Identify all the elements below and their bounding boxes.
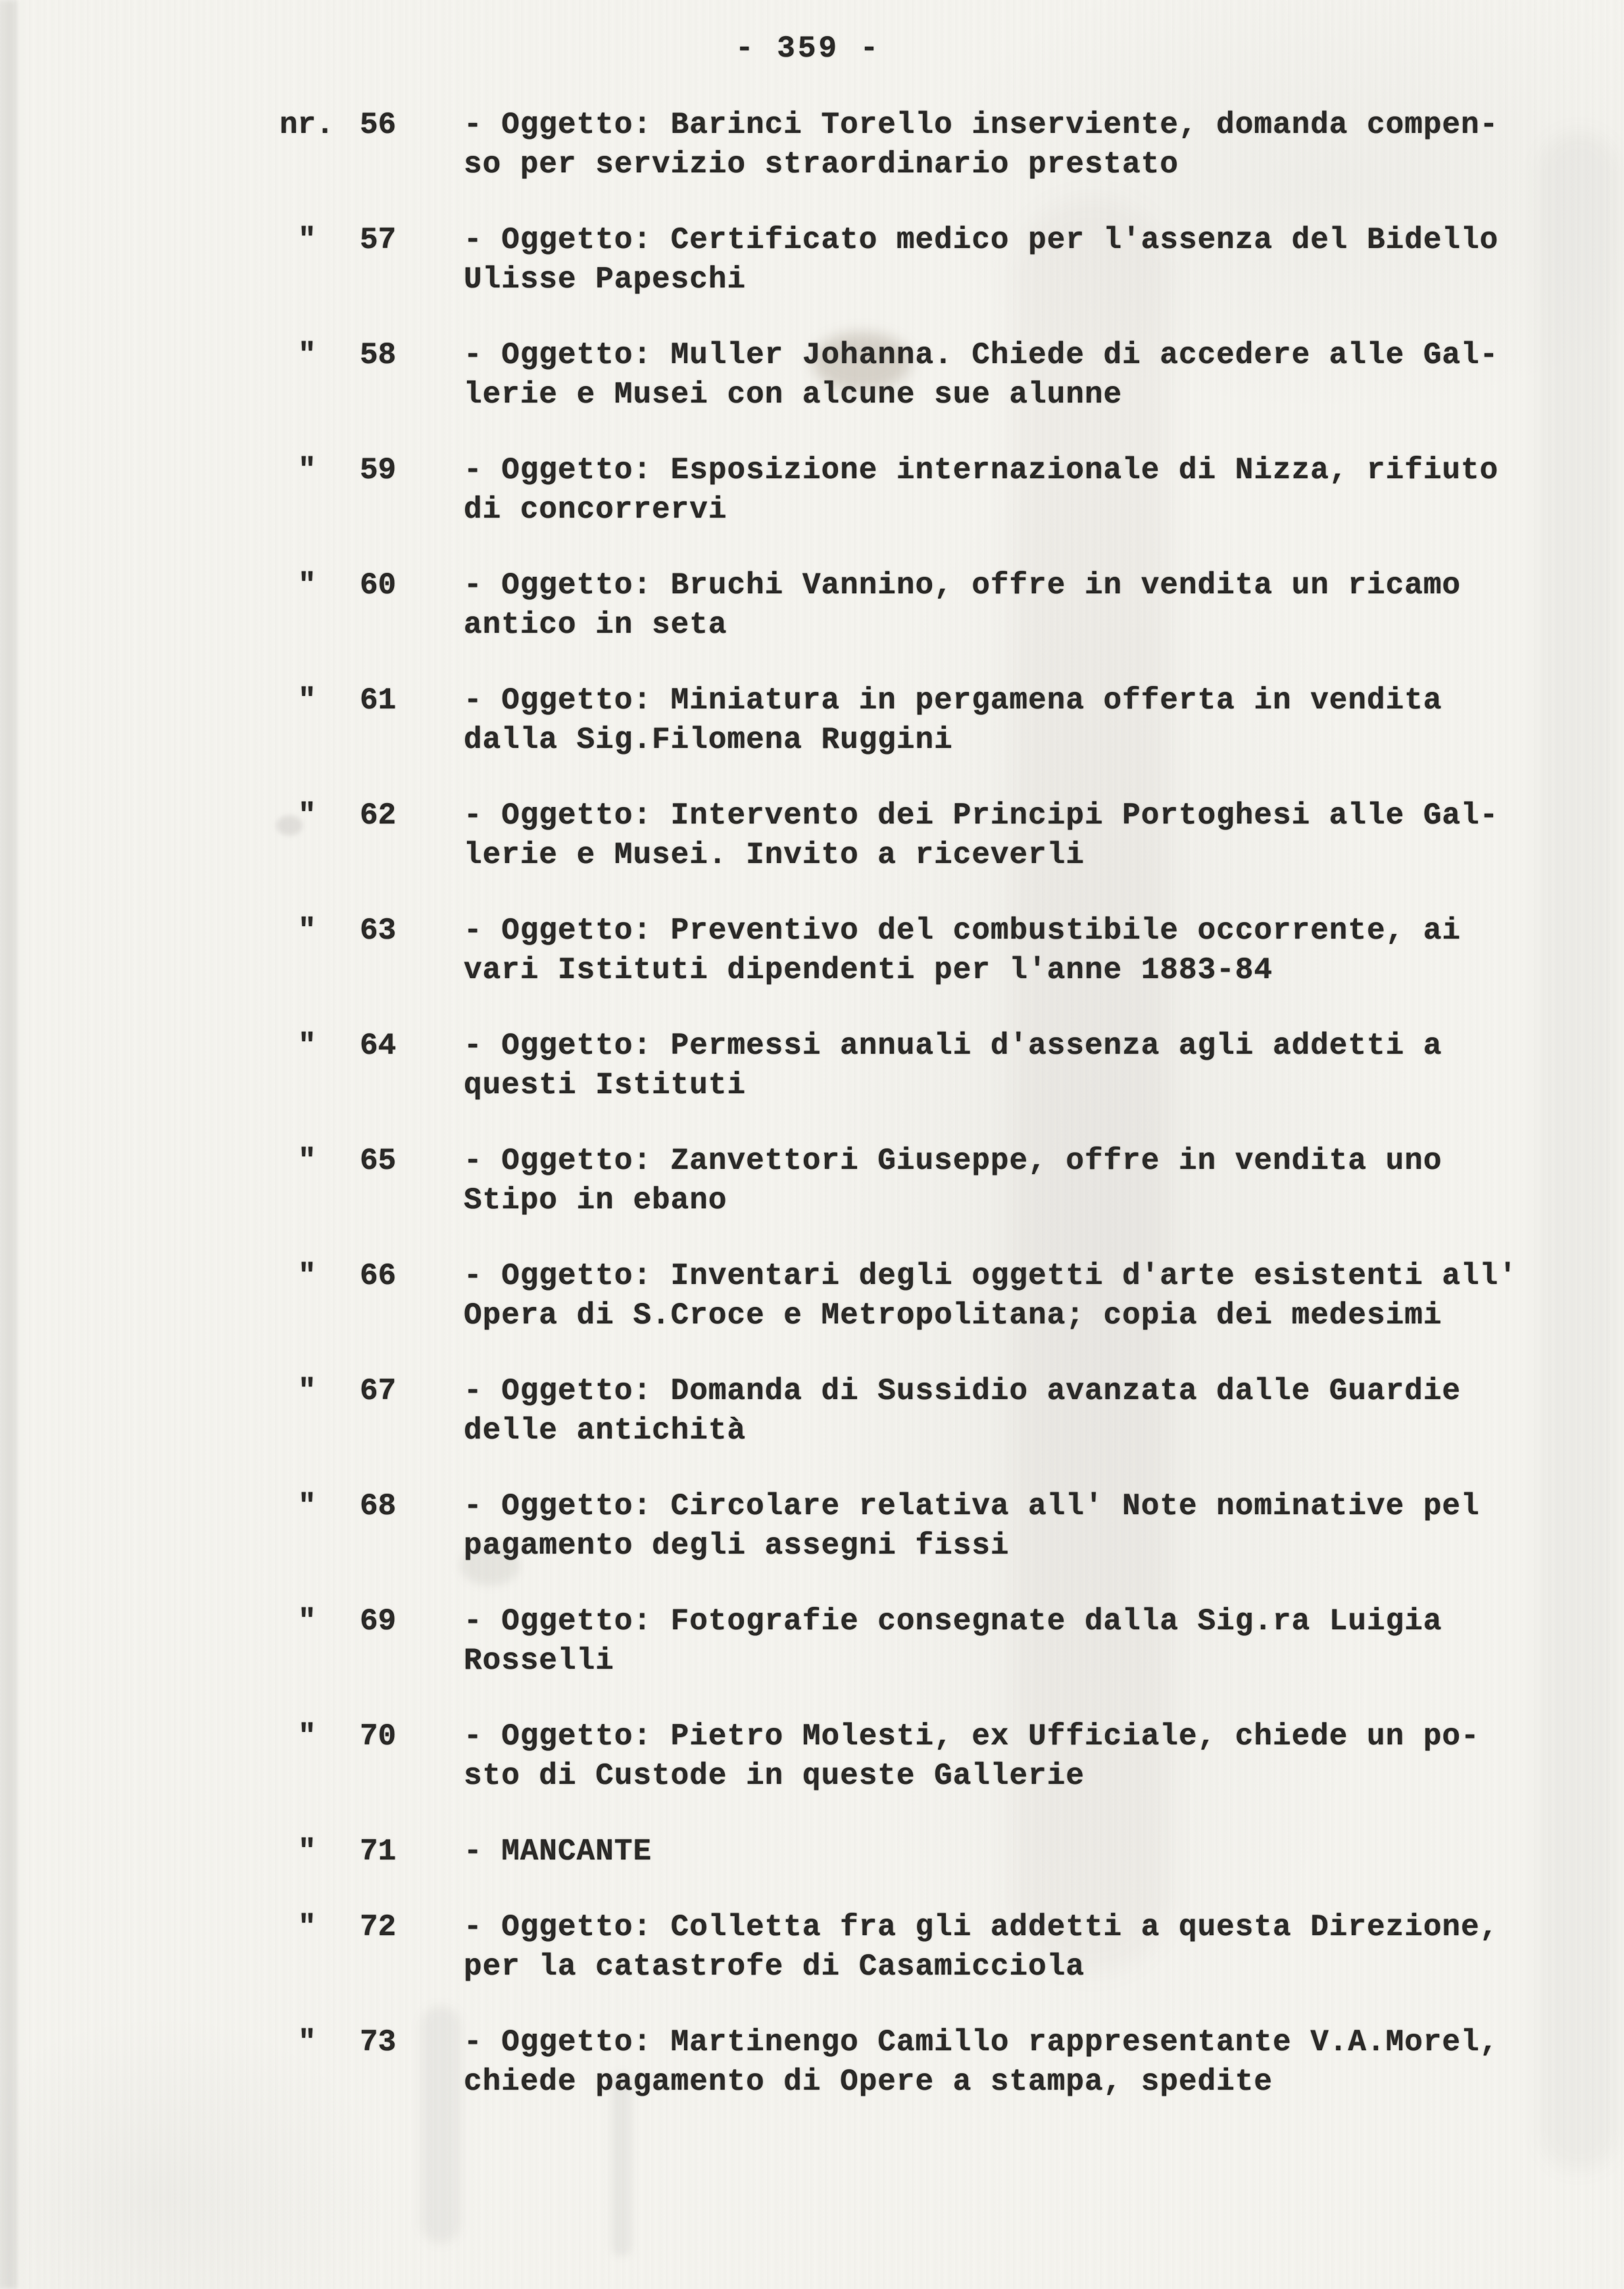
entry-line: di concorrervi [464, 493, 727, 527]
entry-text [464, 335, 1582, 414]
entry-line: - Oggetto: Martinengo Camillo rappresentante V.A.Morel, [464, 2025, 1499, 2059]
entry-text [464, 796, 1582, 875]
entry-line: - Oggetto: Preventivo del combustibile occorrente, ai [464, 914, 1462, 948]
entry-line: antico in seta [464, 608, 727, 642]
entry-line: pagamento degli assegni fissi [464, 1529, 1010, 1563]
entry-text [464, 1487, 1582, 1565]
entry-line: lerie e Musei con alcune sue alunne [464, 378, 1123, 412]
entry-marker: " [298, 223, 316, 257]
entry-number: 73 [360, 2025, 397, 2059]
entry-line: per la catastrofe di Casamicciola [464, 1950, 1085, 1984]
entry-text [464, 681, 1582, 760]
entry-marker: " [298, 1259, 316, 1293]
register-entry [0, 220, 1624, 299]
entry-line: - MANCANTE [464, 1834, 652, 1869]
entry-line: sto di Custode in queste Gallerie [464, 1759, 1085, 1793]
entry-line: - Oggetto: Pietro Molesti, ex Ufficiale, chiede un po- [464, 1719, 1480, 1754]
register-entry [0, 681, 1624, 760]
page-number: - 359 - [735, 32, 881, 66]
entry-line: - Oggetto: Barinci Torello inserviente, domanda compen- [464, 108, 1499, 142]
entry-list [0, 105, 1624, 2138]
entry-number: 64 [360, 1029, 397, 1063]
entry-marker: " [298, 1144, 316, 1178]
register-entry [0, 105, 1624, 184]
entry-marker: " [298, 568, 316, 603]
register-entry [0, 911, 1624, 990]
entry-line: questi Istituti [464, 1068, 747, 1102]
entry-number: 60 [360, 568, 397, 603]
entry-number: 58 [360, 338, 397, 372]
register-entry [0, 451, 1624, 529]
register-entry [0, 1141, 1624, 1220]
entry-line: - Oggetto: Permessi annuali d'assenza agli addetti a [464, 1029, 1442, 1063]
entry-line: Rosselli [464, 1644, 614, 1678]
entry-line: - Oggetto: Colletta fra gli addetti a questa Direzione, [464, 1910, 1499, 1944]
entry-line: - Oggetto: Zanvettori Giuseppe, offre in vendita uno [464, 1144, 1442, 1178]
entry-number: 71 [360, 1834, 397, 1869]
entry-text [464, 1717, 1582, 1796]
entry-number: 61 [360, 683, 397, 718]
entry-number: 62 [360, 799, 397, 833]
entry-marker: " [298, 683, 316, 718]
entry-line: lerie e Musei. Invito a riceverli [464, 838, 1085, 872]
entry-text [464, 105, 1582, 184]
entry-line: Ulisse Papeschi [464, 262, 747, 297]
entry-number: 56 [360, 108, 397, 142]
entry-number: 68 [360, 1489, 397, 1523]
entry-number: 72 [360, 1910, 397, 1944]
entry-text [464, 1602, 1582, 1681]
entry-line: delle antichità [464, 1414, 747, 1448]
entry-line: - Oggetto: Miniatura in pergamena offerta in vendita [464, 683, 1442, 718]
register-entry [0, 1487, 1624, 1565]
entry-marker: " [298, 2025, 316, 2059]
entry-number: 59 [360, 453, 397, 487]
register-entry [0, 1371, 1624, 1450]
entry-text [464, 1908, 1582, 1986]
entry-text [464, 1026, 1582, 1105]
entry-marker: " [298, 1910, 316, 1944]
entry-marker: " [298, 453, 316, 487]
register-entry [0, 1717, 1624, 1796]
entry-text [464, 911, 1582, 990]
register-entry [0, 1832, 1624, 1871]
entry-text [464, 566, 1582, 645]
register-entry [0, 1908, 1624, 1986]
entry-text [464, 2023, 1582, 2102]
entry-line: - Oggetto: Circolare relativa all' Note nominative pel [464, 1489, 1480, 1523]
entry-number: 63 [360, 914, 397, 948]
entry-marker: " [298, 914, 316, 948]
entry-line: - Oggetto: Esposizione internazionale di Nizza, rifiuto [464, 453, 1499, 487]
entry-number: 57 [360, 223, 397, 257]
entry-line: Stipo in ebano [464, 1183, 727, 1218]
entry-line: dalla Sig.Filomena Ruggini [464, 723, 953, 757]
entry-text [464, 1141, 1582, 1220]
entry-line: - Oggetto: Fotografie consegnate dalla Sig.ra Luigia [464, 1604, 1442, 1638]
register-entry [0, 1602, 1624, 1681]
entry-line: - Oggetto: Inventari degli oggetti d'arte esistenti all' [464, 1259, 1517, 1293]
entry-number: 67 [360, 1374, 397, 1408]
entry-line: so per servizio straordinario prestato [464, 147, 1179, 182]
entry-number: 65 [360, 1144, 397, 1178]
entry-line: - Oggetto: Certificato medico per l'assenza del Bidello [464, 223, 1499, 257]
entry-line: - Oggetto: Bruchi Vannino, offre in vendita un ricamo [464, 568, 1462, 603]
entry-line: - Oggetto: Muller Johanna. Chiede di accedere alle Gal- [464, 338, 1499, 372]
entry-number: 70 [360, 1719, 397, 1754]
register-entry [0, 796, 1624, 875]
entry-line: - Oggetto: Domanda di Sussidio avanzata dalle Guardie [464, 1374, 1462, 1408]
entry-text [464, 220, 1582, 299]
entry-marker: " [298, 1029, 316, 1063]
entry-marker: " [298, 799, 316, 833]
register-entry [0, 335, 1624, 414]
entry-text [464, 451, 1582, 529]
entry-line: - Oggetto: Intervento dei Principi Portoghesi alle Gal- [464, 799, 1499, 833]
register-entry [0, 2023, 1624, 2102]
entry-marker: " [298, 1834, 316, 1869]
entry-marker: " [298, 1604, 316, 1638]
register-entry [0, 1026, 1624, 1105]
entry-number: 69 [360, 1604, 397, 1638]
entry-text [464, 1832, 1582, 1871]
entry-line: vari Istituti dipendenti per l'anne 1883-84 [464, 953, 1273, 987]
register-entry [0, 1256, 1624, 1335]
entry-line: chiede pagamento di Opere a stampa, spedite [464, 2065, 1273, 2099]
entry-marker: " [298, 1374, 316, 1408]
entry-text [464, 1371, 1582, 1450]
entry-marker: " [298, 1719, 316, 1754]
entry-line: Opera di S.Croce e Metropolitana; copia dei medesimi [464, 1298, 1442, 1333]
entry-marker: " [298, 338, 316, 372]
entry-number: 66 [360, 1259, 397, 1293]
register-entry [0, 566, 1624, 645]
entry-text [464, 1256, 1582, 1335]
entry-marker: nr. [280, 108, 334, 142]
entry-marker: " [298, 1489, 316, 1523]
